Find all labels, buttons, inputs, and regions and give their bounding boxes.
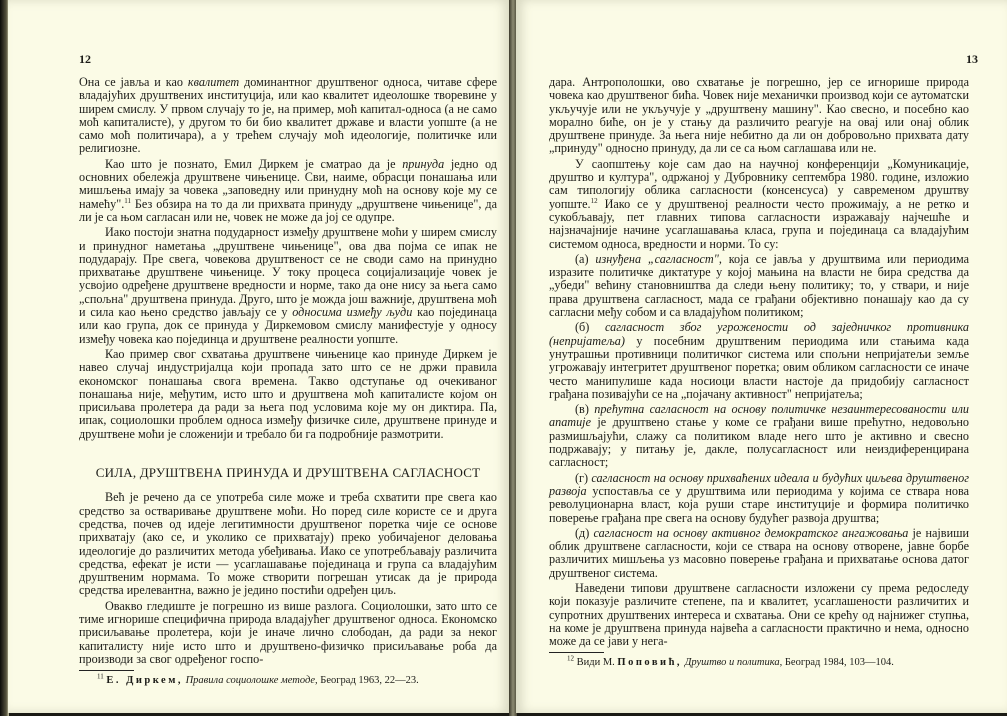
text: у посебним друштвеним периодима или стањима када унутрашњи противници политичког система или спољни непријатељи земље угрожавају интегритет друштвеног поретка; овим обликом сагласности се иначе често манипулише када носиоци власти настоје да придобију сагласност грађана позивајући се на „појачану активност" непријатеља; bbox=[549, 333, 969, 401]
text: је друштвено стање у коме се грађани више прећутно, недовољно размишљајући, слажу са политиком владе него што је активно и свесно подржавају; у питању је, дакле, полусагласност или неиздиференцирана сагласност; bbox=[549, 415, 969, 470]
footnote-rule bbox=[549, 652, 604, 653]
footnote-reference: 11 bbox=[124, 196, 132, 205]
text: (д) bbox=[575, 525, 594, 540]
footnote-prefix: Види М. bbox=[576, 657, 618, 669]
footnote-number: 11 bbox=[97, 672, 104, 681]
paragraph bbox=[549, 321, 969, 401]
paragraph bbox=[549, 158, 969, 251]
left-page bbox=[8, 0, 510, 713]
text: , која се јавља у друштвима или периодима изразите политичке диктатуре у којој мањина на власти не бира средства да „убеди" већину становништва да следи њену политику; то, у ствари, и није права друштвена сагласност, мада се грађани објективно понашају као да су сагласни међу собом и са владајућом политиком; bbox=[549, 251, 970, 320]
text: (б) bbox=[575, 320, 606, 335]
footnote-title: Друштво и политика, bbox=[684, 657, 783, 669]
italic-text: квалитет bbox=[187, 75, 240, 89]
text: (г) bbox=[575, 470, 592, 485]
text: Као што је познато, Емил Диркем је сматрао да је bbox=[105, 156, 403, 171]
italic-text: изнуђена „сагласност" bbox=[595, 251, 719, 266]
text: као појединаца или као група, док се принуда у Диркемовом смислу манифестује у односу између човека као појединца и друштвене реалности уопште. bbox=[79, 305, 497, 346]
text: доминантног друштвеног односа, читаве сфере владајућих друштвених институција, или као квалитет идеолошке творевине у ширем смислу. У првом случају то је, на пример, моћ капитал-односа (а не само моћ капиталисте), у другом то би био квалитет државе и власти уопште (а не само моћ политичара), а у трећем случају моћ идеологије, политичке или религиозне. bbox=[79, 75, 497, 156]
paragraph bbox=[549, 527, 969, 580]
right-paragraphs bbox=[549, 76, 969, 648]
footnote-reference: 12 bbox=[590, 196, 598, 205]
paragraph bbox=[549, 76, 969, 156]
paragraph bbox=[79, 491, 497, 597]
paragraph bbox=[549, 472, 969, 525]
italic-text: сагласност због угрожености од заједничког противника (непријатеља) bbox=[549, 320, 969, 348]
text: (а) bbox=[575, 251, 596, 266]
left-page-body bbox=[79, 76, 497, 687]
right-page-body bbox=[549, 76, 969, 669]
italic-text: сагласност на основу активног демократског ангажовања bbox=[593, 525, 909, 540]
italic-text: односима између људи bbox=[292, 305, 413, 320]
text: Већ је речено да се употреба силе може и треба схватити пре свега као средство за остваривање друштвене моћи. Но поред силе користе се и друга средства, почев од идеје легитимности друштвеног поретка чије се основе прихватају (ако се, и уколико се прихватају) преко уобичајеног деловања идеологије до различитих метода убеђивања. Иако се употребљавају различита средства, ефекат је исти — усаглашавање појединаца и група са владајућим друштвеним нормама. То може створити погрешан утисак да је природа средства ирелевантна, важно је једино постићи одређен циљ. bbox=[79, 490, 497, 598]
text: једно од основних обележја друштвене чињенице. Сви, наиме, обрасци понашања или мишљења имају за човека „заповедну или принудну моћ на основу које му се намећу". bbox=[79, 156, 497, 211]
footnote-title: Правила социолошке методе, bbox=[185, 675, 318, 687]
italic-text: принуда bbox=[402, 156, 445, 171]
text: Као пример свог схватања друштвене чињенице као принуде Диркем је навео случај индустријалца који пропада зато што се не држи правила економског понашања свога времена. Такво одступање од очекиваног понашања није, међутим, исто што и друштвена моћ капиталисте којом он присиљава пролетера да ради за њега под условима које му он диктира. Па, ипак, социолошки проблем односа између физичке силе, друштвене принуде и друштвене моћи је сложенији и требало би га подробније размотрити. bbox=[79, 346, 497, 441]
paragraph bbox=[79, 76, 497, 156]
left-paragraphs-after bbox=[79, 491, 497, 666]
paragraph bbox=[79, 226, 497, 346]
text: Она се јавља и као bbox=[79, 75, 188, 89]
right-page bbox=[516, 0, 1007, 713]
text: Овакво гледиште је погрешно из више разлога. Социолошки, зато што се тиме игнорише специфична природа владајућег друштвеног односа. Економско присиљавање пролетера, који је иначе лично слободан, да ради за неког капиталисту није исто што и друштвено-физичко присиљавање роба да производи за свог одређеног госпо- bbox=[79, 598, 497, 666]
paragraph bbox=[79, 348, 497, 441]
paragraph bbox=[549, 253, 969, 319]
text: (в) bbox=[575, 402, 595, 417]
footnote-citation: Београд 1963, 22—23. bbox=[320, 675, 419, 687]
text: дара. Антрополошки, ово схватање је погрешно, јер се игнорише природа човека као друштвеног бића. Човек није механички производ који се аутоматски укључује или не укључује у „друштвену машину". Као свесно, и посебно као морално биће, он је у стању да различито реагује на овај или онај облик друштвене принуде. За њега није небитно да ли он добровољно прихвата дату „принуду" односно принуду, да ли се са њом саглашава или не. bbox=[549, 75, 969, 156]
page-number: 13 bbox=[966, 52, 978, 66]
left-paragraphs bbox=[79, 76, 497, 441]
italic-text: прећутна сагласност на основу политичке незаинтересованости или апатије bbox=[549, 402, 969, 430]
paragraph bbox=[549, 582, 969, 648]
text: Наведени типови друштвене сагласности изложени су према редоследу који показује различите степене, па и квалитет, усаглашености различитих и супротних друштвених интереса и схватања. Они се крећу од најнижег ступња, на коме је друштвена принуда највећа а сагласности практично и нема, односно може да се јави у нега- bbox=[549, 580, 969, 649]
page-number: 12 bbox=[79, 52, 91, 66]
section-heading: СИЛА, ДРУШТВЕНА ПРИНУДА И ДРУШТВЕНА САГЛАСНОСТ bbox=[95, 465, 481, 481]
paragraph bbox=[79, 600, 497, 666]
footnote-rule bbox=[79, 670, 134, 671]
paragraph bbox=[79, 158, 497, 224]
text: Без обзира на то да ли прихвата принуду „друштвене чињенице", да ли је са њом сагласан или не, човек не може да јој се одупре. bbox=[79, 196, 497, 224]
text: успоставља се у друштвима или периодима у којима се ствара нова револуционарна власт, која руши старе институције и формира политичко поверење грађана пре свега на основу будућег развоја друштва; bbox=[549, 483, 969, 525]
paragraph bbox=[549, 403, 969, 469]
italic-text: сагласност на основу прихваћених идеала и будућих циљева друштвеног развоја bbox=[549, 470, 969, 498]
footnote-citation: Београд 1984, 103—104. bbox=[784, 657, 894, 669]
footnote bbox=[549, 654, 969, 669]
text: У саопштењу које сам дао на научној конференцији „Комуникације, друштво и култура", одржаној у Дубровнику септембра 1980. године, изложио сам типологију облика сагласности (консенсуса) у савременом друштву уопште. bbox=[549, 156, 969, 211]
text: је највиши облик друштвене сагласности, који се ствара на основу отворене, јавне борбе различитих мишљења уз масовно поверење грађана и прихватање основа датог друштвеног система. bbox=[549, 525, 969, 580]
text: Иако постоји знатна подударност између друштвене моћи у ширем смислу и принудног наметања „друштвене чињенице", ова два појма се ипак не подударају. Пре свега, човекова друштвеност се не своди само на принудно прихватање друштвене чињенице. У току процеса социјализације човек је усвојио одређене друштвене вредности и норме, тако да оне нису за њега само „спољна" друштвена принуда. Друго, што је можда још важније, друштвена моћ и сила као њено средство јављају се у bbox=[79, 225, 497, 320]
footnote-author: Поповић, bbox=[617, 657, 683, 669]
footnote-author: Е. Диркем, bbox=[106, 675, 183, 687]
footnote-number: 12 bbox=[567, 654, 574, 663]
footnote bbox=[79, 672, 497, 687]
text: Иако се у друштвеној реалности често прожимају, а не ретко и сукобљавају, пет главних типова сагласности изражавају најчешће и најзначајније начине усаглашавања класа, група и појединаца са владајућим системом односа, вредности и норми. То су: bbox=[549, 196, 969, 251]
